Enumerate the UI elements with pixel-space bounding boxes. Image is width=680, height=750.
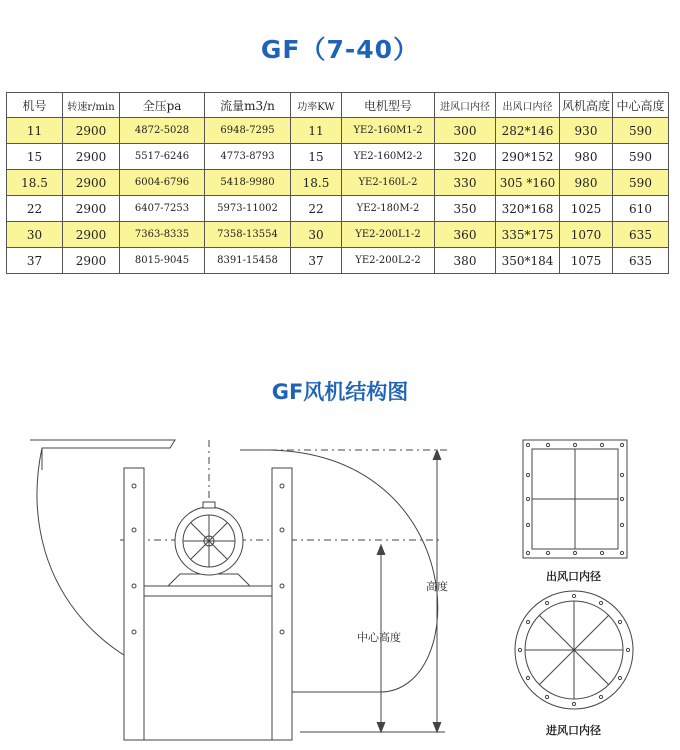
- table-cell: 290*152: [496, 144, 560, 170]
- col-header: 风机高度: [560, 93, 613, 118]
- table-cell: 11: [291, 118, 342, 144]
- col-header: 中心高度: [613, 93, 669, 118]
- table-cell: 37: [7, 248, 63, 274]
- table-cell: 2900: [63, 222, 120, 248]
- left-frame-post: [124, 468, 144, 740]
- table-cell: 7358-13554: [205, 222, 291, 248]
- table-cell: 7363-8335: [120, 222, 205, 248]
- table-cell: YE2-160M2-2: [342, 144, 435, 170]
- col-header: 电机型号: [342, 93, 435, 118]
- table-header-row: [7, 93, 669, 118]
- table-cell: 2900: [63, 248, 120, 274]
- table-cell: 15: [7, 144, 63, 170]
- table-cell: 590: [613, 118, 669, 144]
- table-cell: 305 *160: [496, 170, 560, 196]
- table-cell: 330: [435, 170, 496, 196]
- table-cell: 30: [7, 222, 63, 248]
- col-header: 转速r/min: [63, 93, 120, 118]
- col-header: 全压pa: [120, 93, 205, 118]
- motor-stand: [144, 586, 272, 740]
- table-cell: 5973-11002: [205, 196, 291, 222]
- table-cell: 980: [560, 170, 613, 196]
- table-cell: 320*168: [496, 196, 560, 222]
- table-cell: 2900: [63, 170, 120, 196]
- table-cell: 30: [291, 222, 342, 248]
- motor-top-cap: [203, 502, 215, 508]
- table-cell: 15: [291, 144, 342, 170]
- table-cell: 6407-7253: [120, 196, 205, 222]
- table-cell: 635: [613, 222, 669, 248]
- table-cell: 6004-6796: [120, 170, 205, 196]
- table-cell: 22: [7, 196, 63, 222]
- table-cell: 590: [613, 144, 669, 170]
- center-height-label: 中心高度: [357, 631, 401, 644]
- col-header: 机号: [7, 93, 63, 118]
- table-cell: 300: [435, 118, 496, 144]
- table-cell: 11: [7, 118, 63, 144]
- table-cell: 350*184: [496, 248, 560, 274]
- table-cell: 610: [613, 196, 669, 222]
- inlet-diameter-label: 进风口内径: [546, 724, 601, 737]
- table-cell: YE2-200L2-2: [342, 248, 435, 274]
- table-cell: 320: [435, 144, 496, 170]
- table-cell: YE2-160M1-2: [342, 118, 435, 144]
- motor-mount: [168, 574, 250, 586]
- page-title: GF（7-40）: [260, 35, 420, 64]
- table-cell: 37: [291, 248, 342, 274]
- col-header: 流量m3/n: [205, 93, 291, 118]
- table-cell: YE2-200L1-2: [342, 222, 435, 248]
- table-cell: 18.5: [7, 170, 63, 196]
- table-row: [7, 118, 669, 144]
- table-cell: 5517-6246: [120, 144, 205, 170]
- table-cell: YE2-160L-2: [342, 170, 435, 196]
- table-cell: 8391-15458: [205, 248, 291, 274]
- fan-structure-diagram: [0, 420, 680, 750]
- table-cell: 5418-9980: [205, 170, 291, 196]
- table-cell: 6948-7295: [205, 118, 291, 144]
- table-cell: 335*175: [496, 222, 560, 248]
- table-row: [7, 196, 669, 222]
- table-row: [7, 222, 669, 248]
- right-frame-post: [272, 468, 292, 740]
- table-cell: 282*146: [496, 118, 560, 144]
- table-cell: 2900: [63, 118, 120, 144]
- table-cell: 4773-8793: [205, 144, 291, 170]
- diagram-title: GF风机结构图: [271, 380, 409, 404]
- table-cell: 22: [291, 196, 342, 222]
- spec-table: [6, 92, 669, 274]
- table-cell: 1070: [560, 222, 613, 248]
- table-cell: 360: [435, 222, 496, 248]
- table-cell: 350: [435, 196, 496, 222]
- table-row: [7, 248, 669, 274]
- table-cell: 635: [613, 248, 669, 274]
- table-cell: 2900: [63, 196, 120, 222]
- table-cell: 930: [560, 118, 613, 144]
- table-row: [7, 170, 669, 196]
- table-cell: 1025: [560, 196, 613, 222]
- col-header: 功率KW: [291, 93, 342, 118]
- table-cell: YE2-180M-2: [342, 196, 435, 222]
- table-cell: 2900: [63, 144, 120, 170]
- col-header: 进风口内径: [435, 93, 496, 118]
- table-cell: 590: [613, 170, 669, 196]
- height-label: 高度: [426, 580, 448, 593]
- outlet-diameter-label: 出风口内径: [546, 570, 601, 583]
- table-cell: 1075: [560, 248, 613, 274]
- table-row: [7, 144, 669, 170]
- table-cell: 980: [560, 144, 613, 170]
- table-cell: 8015-9045: [120, 248, 205, 274]
- table-cell: 4872-5028: [120, 118, 205, 144]
- table-cell: 18.5: [291, 170, 342, 196]
- col-header: 出风口内径: [496, 93, 560, 118]
- table-cell: 380: [435, 248, 496, 274]
